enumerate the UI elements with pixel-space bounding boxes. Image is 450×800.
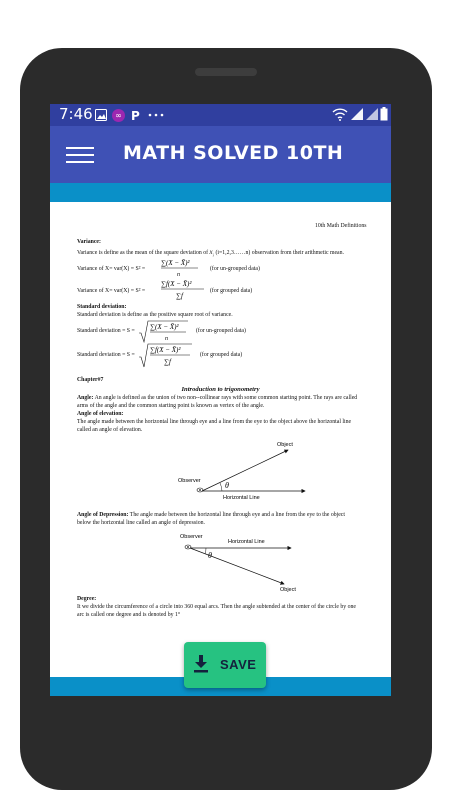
elevation-horizontal-label: Horizontal Line <box>223 495 260 501</box>
download-icon <box>194 655 208 673</box>
svg-text:n: n <box>165 336 168 342</box>
variance-def-1: Variance is define as the mean of the square deviation of <box>77 250 209 256</box>
variance-def-2: (i=1,2,3……n) observation from their arithmetic mean. <box>215 250 344 256</box>
infinity-app-icon <box>112 109 125 122</box>
svg-text:∞: ∞ <box>115 111 122 120</box>
variance-grouped-note: (for grouped data) <box>210 288 253 294</box>
trig-title: Introduction to trigonometry <box>181 386 260 393</box>
elevation-object-label: Object <box>277 442 293 448</box>
app-title: MATH SOLVED 10TH <box>123 142 344 164</box>
variance-heading: Variance: <box>77 239 101 245</box>
app-bar <box>50 126 391 183</box>
hamburger-menu-icon[interactable] <box>66 144 94 166</box>
elevation-def-1: The angle made between the horizontal line through eye and a line from the eye to the object above the horizontal line <box>77 419 352 425</box>
signal-icon <box>351 108 363 120</box>
angle-def-2: arms of the angle and the common starting point is known as vertex of the angle. <box>77 403 265 409</box>
degree-def-2: arc is called one degree and is denoted by 1° <box>77 612 181 618</box>
variance-ungrouped-formula <box>158 257 202 279</box>
svg-text:P: P <box>131 109 140 122</box>
svg-text:∑(X − X̄)²: ∑(X − X̄)² <box>161 259 190 267</box>
svg-text:∑(X − X̄)²: ∑(X − X̄)² <box>150 323 179 331</box>
degree-def-1: It we divide the circumference of a circle into 360 equal arcs. Then the angle subtended at the center of the circle by one <box>77 604 356 610</box>
depression-def-1: The angle made between the horizontal line through eye and a line from the eye to the object <box>129 512 345 518</box>
std-dev-ungrouped-note: (for un-grouped data) <box>196 328 246 334</box>
status-time: 7:46 <box>59 105 93 123</box>
std-dev-grouped-note: (for grouped data) <box>200 352 243 358</box>
signal-2-icon <box>366 108 378 120</box>
chapter-label: Chapter#7 <box>77 377 104 383</box>
wifi-icon <box>332 108 348 121</box>
elevation-heading: Angle of elevation: <box>77 411 124 417</box>
more-notifications-icon <box>148 113 164 117</box>
variance-grouped-formula <box>158 278 208 302</box>
parking-app-icon <box>130 109 142 122</box>
elevation-observer-label: Observer <box>178 478 201 484</box>
svg-text:∑f(X − X̄)²: ∑f(X − X̄)² <box>161 280 192 288</box>
depression-diagram <box>176 530 306 592</box>
std-dev-heading: Standard deviation: <box>77 304 127 310</box>
std-dev-def: Standard deviation is define as the positive square root of variance. <box>77 312 233 318</box>
variance-ungrouped-note: (for un-grouped data) <box>210 266 260 272</box>
save-button-label: SAVE <box>220 657 257 672</box>
angle-heading: Angle: <box>77 395 94 401</box>
status-bar <box>50 104 391 126</box>
svg-text:∑f: ∑f <box>164 358 171 366</box>
degree-heading: Degree: <box>77 596 97 602</box>
angle-def-1: An angle is defined as the union of two non--collinear rays with some common starting point. The rays are called <box>94 395 358 401</box>
std-dev-grouped-formula <box>138 343 194 369</box>
std-dev-ungrouped-formula <box>138 320 190 344</box>
battery-icon <box>380 107 388 121</box>
elevation-diagram <box>170 438 310 504</box>
svg-text:n: n <box>177 272 180 278</box>
top-accent-band <box>50 183 391 202</box>
depression-horizontal-label: Horizontal Line <box>228 539 265 545</box>
depression-def-2: below the horizontal line called an angle of depression. <box>77 520 205 526</box>
svg-text:∑f(X − X̄)²: ∑f(X − X̄)² <box>150 346 181 354</box>
depression-object-label: Object <box>280 587 296 592</box>
screen <box>50 104 391 696</box>
variance-grouped-lhs: Variance of X= var(X) = S² = <box>77 288 146 294</box>
depression-heading: Angle of Depression: <box>77 512 129 518</box>
image-icon <box>95 109 107 121</box>
doc-header: 10th Math Definitions <box>315 223 367 229</box>
phone-speaker <box>195 68 257 76</box>
std-dev-grouped-lhs: Standard deviation = S = <box>77 352 135 358</box>
std-dev-ungrouped-lhs: Standard deviation = S = <box>77 328 135 334</box>
save-button[interactable] <box>184 642 266 688</box>
elevation-def-2: called an angle of elevation. <box>77 427 143 433</box>
depression-theta: θ <box>208 551 212 560</box>
elevation-theta: θ <box>225 481 229 490</box>
document-page: 10th Math Definitions Variance: Variance is define as the mean of the square deviation of $x_i$ (i=1,2,3……n) observation from their arithmetic mean. Variance of X= var(X) = S² = ∑(X − X̄)² n (for un-grouped data) Variance of X= var(X) = S² = ∑f(X − X̄)² ∑f (for grouped data) Standard deviation: Standard deviation is define as the positive square root of variance. Standard deviation = S = ∑(X − X̄)² n (for un-grouped data) Standard deviation = S = ∑f(X − X̄)² ∑f (for grouped data) Chapter#7 Introduction to trigonometry Angle: An angle is defined as the union of two non--collinear rays with some common starting point. The rays are called arms of the angle and the common starting point is known as vertex of the angle. Angle of elevation: The angle made between the horizontal line through eye and a line from the eye to the object above the horizontal line called an angle of elevation. Object Observer θ Horizontal Line Angle of Depression: The angle made between the horizontal line through eye and a line from the eye to the object below the horizontal line called an angle of depression. Observer Horizontal Line θ Object Degree: It we divide the circumference of a circle into 360 equal arcs. Then the angle subtended at the center of the circle by one arc is called one degree and is denoted by 1° <box>50 202 391 677</box>
variance-ungrouped-lhs: Variance of X= var(X) = S² = <box>77 266 146 272</box>
svg-text:∑f: ∑f <box>176 292 183 300</box>
depression-observer-label: Observer <box>180 534 203 540</box>
